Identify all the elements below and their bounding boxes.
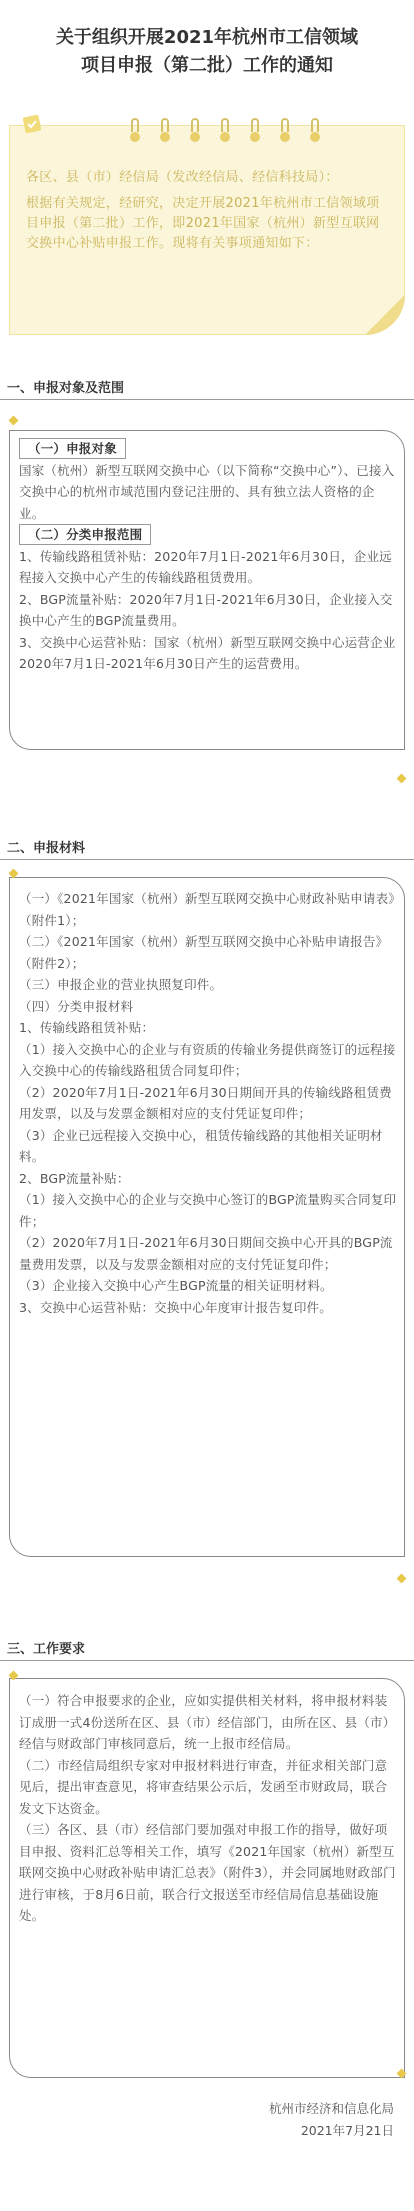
material-item: （一）《2021年国家（杭州）新型互联网交换中心财政补贴申请表》（附件1）； <box>19 891 395 928</box>
section-1-content <box>19 438 397 675</box>
sub-label-target: （一）申报对象 <box>19 438 126 459</box>
material-item: （1）接入交换中心的企业与交换中心签订的BGP流量购买合同复印件； <box>19 1192 397 1229</box>
ring-icon <box>220 118 230 142</box>
target-text: 国家（杭州）新型互联网交换中心（以下简称“交换中心”）、已接入交换中心的杭州市域范围内登记注册的、具有独立法人资格的企业。 <box>19 462 395 521</box>
section-3-divider <box>0 1660 414 1661</box>
signature-org: 杭州市经济和信息化局 <box>268 2101 394 2116</box>
section-3-heading: 三、工作要求 <box>7 1642 86 1657</box>
intro-body: 根据有关规定，经研究，决定开展2021年杭州市工信领域项目申报（第二批）工作，即2021年国家（杭州）新型互联网交换中心补贴申报工作。现将有关事项通知如下： <box>26 196 380 251</box>
diamond-icon <box>9 416 19 426</box>
section-2-divider <box>0 859 414 860</box>
note-badge-icon <box>20 112 44 136</box>
ring-icon <box>130 118 140 142</box>
material-item: （2）2020年7月1日-2021年6月30日期间交换中心开具的BGP流量费用发票，以及与发票金额相对应的支付凭证复印件； <box>19 1235 393 1272</box>
intro-greeting: 各区、县（市）经信局（发改经信局、经信科技局）： <box>26 170 339 185</box>
binder-rings <box>130 118 330 148</box>
section-1-heading: 一、申报对象及范围 <box>7 381 125 396</box>
section-3-content <box>19 1690 397 1927</box>
ring-icon <box>280 118 290 142</box>
diamond-icon <box>397 774 407 784</box>
material-item: 3、交换中心运营补贴：交换中心年度审计报告复印件。 <box>19 1299 332 1315</box>
page-curl-icon <box>365 295 405 335</box>
material-item: （1）接入交换中心的企业与有资质的传输业务提供商签订的远程接入交换中心的传输线路租赁合同复印件； <box>19 1041 396 1078</box>
material-item: （三）申报企业的营业执照复印件。 <box>19 977 223 992</box>
signature-date: 2021年7月21日 <box>300 2123 394 2138</box>
intro-note-card <box>9 125 405 335</box>
ring-icon <box>190 118 200 142</box>
page-title <box>0 24 414 80</box>
material-item: （2）2020年7月1日-2021年6月30日期间开具的传输线路租赁费用发票，以及与发票金额相对应的支付凭证复印件； <box>19 1084 392 1121</box>
diamond-icon <box>397 1574 407 1584</box>
requirement-item: （一）符合申报要求的企业，应如实提供相关材料，将申报材料装订成册一式4份送所在区、县（市）经信部门，由所在区、县（市）经信与财政部门审核同意后，统一上报市经信局。 <box>19 1693 396 1751</box>
section-2-content <box>19 888 397 1318</box>
material-item: 2、BGP流量补贴： <box>19 1170 130 1186</box>
section-1-divider <box>0 399 414 400</box>
material-item: （四）分类申报材料 <box>19 998 134 1014</box>
signature-block <box>269 2098 394 2142</box>
intro-text <box>26 168 386 254</box>
material-item: （3）企业已远程接入交换中心，租赁传输线路的其他相关证明材料。 <box>19 1127 383 1164</box>
section-2-heading: 二、申报材料 <box>7 841 86 856</box>
ring-icon <box>250 118 260 142</box>
scope-item: 3、交换中心运营补贴：国家（杭州）新型互联网交换中心运营企业2020年7月1日-2021年6月30日产生的运营费用。 <box>19 634 396 671</box>
requirement-item: （二）市经信局组织专家对申报材料进行审查，并征求相关部门意见后，提出审查意见，将审查结果公示后，发函至市财政局，联合发文下达资金。 <box>19 1757 388 1816</box>
scope-item: 1、传输线路租赁补贴：2020年7月1日-2021年6月30日，企业远程接入交换中心产生的传输线路租赁费用。 <box>19 548 392 585</box>
scope-item: 2、BGP流量补贴：2020年7月1日-2021年6月30日，企业接入交换中心产生的BGP流量费用。 <box>19 591 393 628</box>
sub-label-scope: （二）分类申报范围 <box>19 524 151 545</box>
title-line-2: 项目申报（第二批）工作的通知 <box>81 55 333 76</box>
title-line-1: 关于组织开展2021年杭州市工信领域 <box>55 27 359 48</box>
material-item: 1、传输线路租赁补贴： <box>19 1020 155 1035</box>
ring-icon <box>310 118 320 142</box>
ring-icon <box>160 118 170 142</box>
requirement-item: （三）各区、县（市）经信部门要加强对申报工作的指导，做好项目申报、资料汇总等相关工作，填写《2021年国家（杭州）新型互联网交换中心财政补贴申请汇总表》（附件3），并会同属地财政部门进行审核，于8月6日前，联合行文报送至市经信局信息基础设施处。 <box>19 1822 396 1923</box>
material-item: （3）企业接入交换中心产生BGP流量的相关证明材料。 <box>19 1278 333 1293</box>
material-item: （二）《2021年国家（杭州）新型互联网交换中心补贴申请报告》（附件2）； <box>19 934 389 971</box>
